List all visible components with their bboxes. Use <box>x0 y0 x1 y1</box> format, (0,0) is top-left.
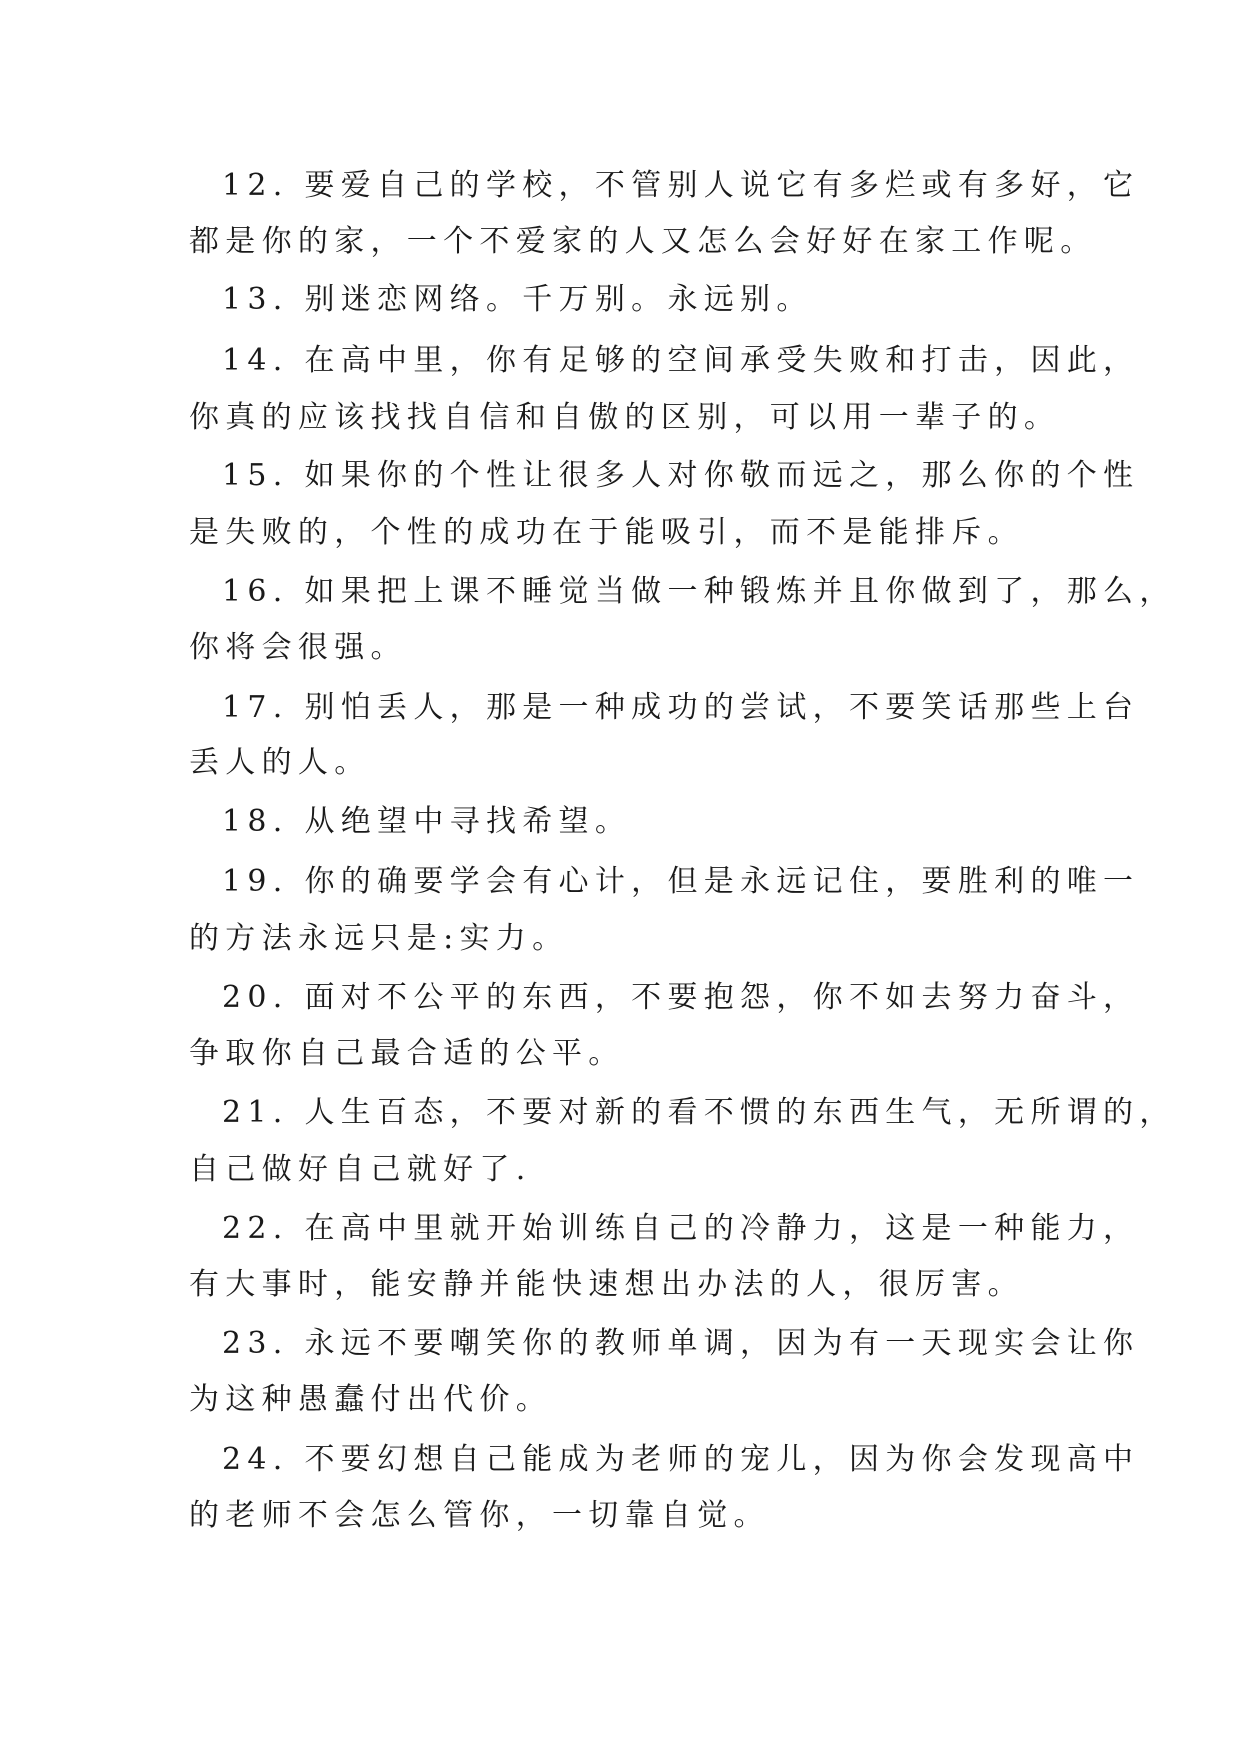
paragraph-16-line-2: 你将会很强。 <box>189 630 407 665</box>
paragraph-14-line-1: 14. 在高中里，你有足够的空间承受失败和打击，因此， <box>222 343 1140 378</box>
paragraph-19-line-1: 19. 你的确要学会有心计，但是永远记住，要胜利的唯一 <box>222 864 1140 899</box>
paragraph-15-line-2: 是失败的，个性的成功在于能吸引，而不是能排斥。 <box>189 515 1024 550</box>
paragraph-23-line-1: 23. 永远不要嘲笑你的教师单调，因为有一天现实会让你 <box>222 1326 1140 1361</box>
paragraph-24-line-2: 的老师不会怎么管你，一切靠自觉。 <box>189 1498 770 1533</box>
paragraph-20-line-1: 20. 面对不公平的东西，不要抱怨，你不如去努力奋斗， <box>222 980 1140 1015</box>
paragraph-17-line-2: 丢人的人。 <box>189 745 371 780</box>
paragraph-14-line-2: 你真的应该找找自信和自傲的区别，可以用一辈子的。 <box>189 400 1061 435</box>
paragraph-24-line-1: 24. 不要幻想自己能成为老师的宠儿，因为你会发现高中 <box>222 1442 1140 1477</box>
paragraph-21-line-2: 自己做好自己就好了. <box>189 1152 532 1187</box>
paragraph-21-line-1: 21. 人生百态，不要对新的看不惯的东西生气，无所谓的， <box>222 1095 1176 1130</box>
paragraph-17-line-1: 17. 别怕丢人，那是一种成功的尝试，不要笑话那些上台 <box>222 690 1140 725</box>
paragraph-15-line-1: 15. 如果你的个性让很多人对你敬而远之，那么你的个性 <box>222 458 1140 493</box>
paragraph-22-line-1: 22. 在高中里就开始训练自己的冷静力，这是一种能力， <box>222 1211 1140 1246</box>
paragraph-23-line-2: 为这种愚蠢付出代价。 <box>189 1382 552 1417</box>
paragraph-22-line-2: 有大事时，能安静并能快速想出办法的人，很厉害。 <box>189 1267 1024 1302</box>
paragraph-16-line-1: 16. 如果把上课不睡觉当做一种锻炼并且你做到了，那么， <box>222 574 1176 609</box>
paragraph-18-line-1: 18. 从绝望中寻找希望。 <box>222 804 632 839</box>
paragraph-20-line-2: 争取你自己最合适的公平。 <box>189 1036 625 1071</box>
paragraph-12-line-2: 都是你的家，一个不爱家的人又怎么会好好在家工作呢。 <box>189 224 1097 259</box>
paragraph-19-line-2: 的方法永远只是:实力。 <box>189 921 569 956</box>
paragraph-13-line-1: 13. 别迷恋网络。千万别。永远别。 <box>222 282 813 317</box>
paragraph-12-line-1: 12. 要爱自己的学校，不管别人说它有多烂或有多好，它 <box>222 168 1140 203</box>
